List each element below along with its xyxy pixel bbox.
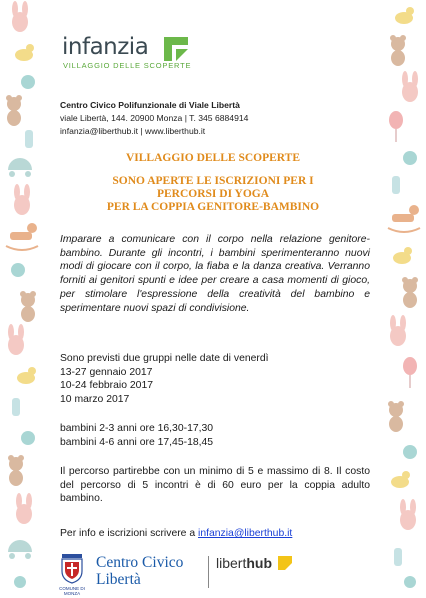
address-line: viale Libertà, 144. 20900 Monza | T. 345 6884914: [60, 113, 249, 123]
subtitle-line: SONO APERTE LE ISCRIZIONI PER I: [112, 175, 314, 187]
cost-paragraph: Il percorso partirebbe con un minimo di 5 e massimo di 8. Il costo del percorso di 5 incontri è di 60 euro per la coppia adulto bambino.: [60, 466, 370, 505]
date-item: 13-27 gennaio 2017: [60, 366, 153, 378]
logo-wordmark: infanzia: [62, 34, 149, 60]
infanzia-logo: [62, 34, 262, 74]
address-block: [60, 99, 370, 138]
subtitle-line: PERCORSI DI YOGA: [156, 188, 270, 200]
organization-name: Centro Civico Polifunzionale di Viale Libertà: [60, 100, 240, 110]
comune-label: COMUNE DI MONZA: [59, 586, 85, 596]
dates-block: [60, 352, 370, 407]
liberthub-logo: liberthub: [216, 555, 273, 571]
group-item: bambini 4-6 anni ore 17,45-18,45: [60, 436, 214, 448]
logo-subtitle: VILLAGGIO DELLE SCOPERTE: [63, 61, 192, 70]
contact-line: infanzia@liberthub.it | www.liberthub.it: [60, 126, 206, 136]
footer-divider: [208, 556, 209, 588]
info-line: [60, 527, 370, 541]
dates-intro: Sono previsti due gruppi nelle date di venerdì: [60, 353, 269, 364]
event-subtitle: [56, 175, 370, 214]
centro-civico-logo: Centro Civico Libertà: [96, 554, 184, 588]
monza-crest-icon: [60, 554, 84, 584]
groups-block: [60, 422, 370, 449]
decorative-border-left: [0, 0, 44, 598]
email-link[interactable]: infanzia@liberthub.it: [198, 528, 293, 539]
info-prefix: Per info e iscrizioni scrivere a: [60, 528, 199, 539]
liberthub-mark-icon: [278, 556, 292, 570]
event-title: VILLAGGIO DELLE SCOPERTE: [125, 152, 301, 164]
toy-pattern-left-icon: [0, 0, 44, 598]
intro-paragraph: Imparare a comunicare con il corpo nella relazione genitore-bambino. Durante gli incontri, i bambini sperimenteranno nuovi modi di giocare con il corpo, la fiaba e la danza creativa. Verranno forniti ai genitori spunti e idee per creare a casa momenti di gioco, per stimolare l'espressione della creatività del bambino e sperimentare nuovi spazi di condivisione.: [60, 234, 370, 314]
decorative-border-right: [382, 0, 426, 598]
logo-mark-icon: [164, 37, 188, 61]
footer-logos: [56, 550, 370, 598]
subtitle-line: PER LA COPPIA GENITORE-BAMBINO: [106, 201, 320, 213]
group-item: bambini 2-3 anni ore 16,30-17,30: [60, 423, 214, 434]
date-item: 10 marzo 2017: [60, 394, 130, 406]
toy-pattern-right-icon: [382, 0, 426, 598]
date-item: 10-24 febbraio 2017: [60, 380, 154, 392]
flyer-page: [56, 0, 370, 598]
